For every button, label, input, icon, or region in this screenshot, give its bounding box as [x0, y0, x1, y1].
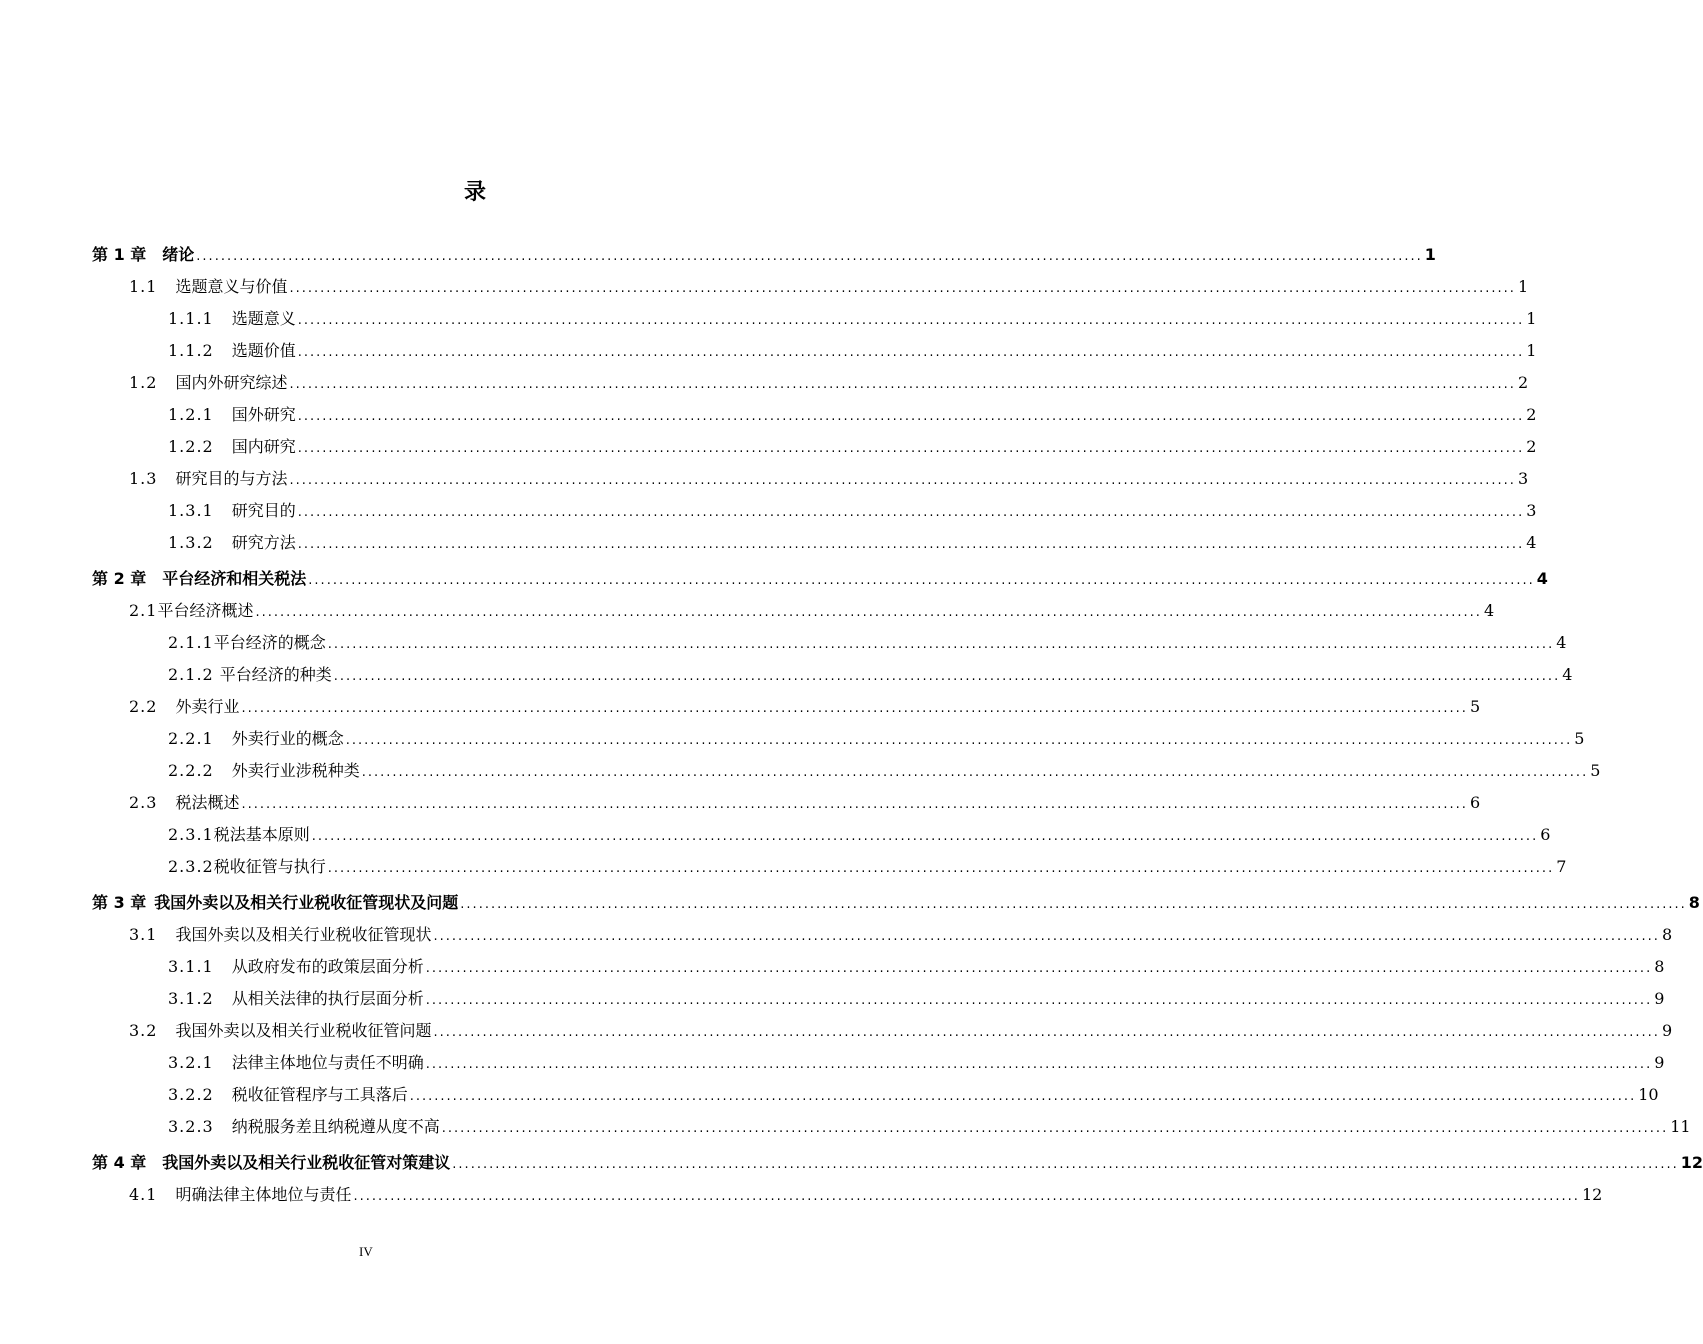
- toc-dot-leader: ........................................................................................................................................................................................................: [353, 1189, 1580, 1204]
- toc-dot-leader: ........................................................................................................................................................................................................: [441, 1121, 1669, 1136]
- toc-entry[interactable]: [129, 695, 1481, 719]
- toc-entry-label: 国内外研究综述: [175, 373, 288, 392]
- toc-entry-number: 第 1 章: [92, 245, 147, 264]
- toc-dot-leader: ........................................................................................................................................................................................................: [308, 573, 1535, 588]
- toc-entry-page-number: 6: [1540, 825, 1551, 844]
- toc-dot-leader: ........................................................................................................................................................................................................: [345, 733, 1573, 748]
- toc-entry-label: 选题价值: [231, 341, 296, 360]
- toc-entry-page-number: 5: [1574, 729, 1585, 748]
- toc-entry-number: 2.1: [129, 601, 158, 620]
- toc-entry-page-number: 9: [1654, 989, 1665, 1008]
- toc-entry-label: 国外研究: [231, 405, 296, 424]
- toc-entry[interactable]: [168, 1083, 1659, 1107]
- toc-entry-number: 2.1.1: [168, 633, 214, 652]
- toc-entry-page-number: 3: [1526, 501, 1537, 520]
- toc-entry[interactable]: [168, 631, 1567, 655]
- toc-entry[interactable]: [129, 1183, 1603, 1207]
- toc-dot-leader: ........................................................................................................................................................................................................: [409, 1089, 1637, 1104]
- toc-dot-leader: ........................................................................................................................................................................................................: [297, 313, 1525, 328]
- toc-dot-leader: ........................................................................................................................................................................................................: [289, 281, 1516, 296]
- toc-entry-page-number: 2: [1526, 437, 1537, 456]
- toc-entry[interactable]: [168, 1115, 1691, 1139]
- toc-dot-leader: ........................................................................................................................................................................................................: [361, 765, 1589, 780]
- toc-entry-label: 平台经济的种类: [219, 665, 332, 684]
- toc-entry[interactable]: [168, 855, 1567, 879]
- toc-dot-leader: ........................................................................................................................................................................................................: [311, 829, 1539, 844]
- toc-entry-label: 外卖行业: [175, 697, 240, 716]
- toc-entry-number: 3.2: [129, 1021, 158, 1040]
- toc-entry-page-number: 9: [1654, 1053, 1665, 1072]
- toc-entry-page-number: 1: [1517, 277, 1529, 296]
- toc-entry-page-number: 2: [1526, 405, 1537, 424]
- toc-entry-label: 从政府发布的政策层面分析: [231, 957, 424, 976]
- toc-entry[interactable]: [168, 435, 1537, 459]
- toc-entry[interactable]: [168, 531, 1537, 555]
- toc-entry-page-number: 8: [1654, 957, 1665, 976]
- toc-entry-label: 法律主体地位与责任不明确: [231, 1053, 424, 1072]
- toc-entry[interactable]: [92, 567, 1548, 591]
- toc-entry-page-number: 7: [1556, 857, 1567, 876]
- toc-entry-number: 第 3 章: [92, 893, 147, 912]
- toc-entry[interactable]: [168, 759, 1601, 783]
- toc-entry-number: 2.1.2: [168, 665, 214, 684]
- toc-entry-page-number: 4: [1526, 533, 1537, 552]
- toc-entry-page-number: 9: [1661, 1021, 1673, 1040]
- toc-entry-label: 明确法律主体地位与责任: [175, 1185, 352, 1204]
- toc-entry[interactable]: [168, 823, 1551, 847]
- toc-entry-page-number: 8: [1688, 893, 1700, 912]
- toc-entry-label: 税法概述: [175, 793, 240, 812]
- toc-dot-leader: ........................................................................................................................................................................................................: [289, 377, 1516, 392]
- toc-dot-leader: ........................................................................................................................................................................................................: [425, 1057, 1653, 1072]
- toc-entry-label: 绪论: [162, 245, 195, 264]
- toc-entry-label: 国内研究: [231, 437, 296, 456]
- toc-entry-page-number: 6: [1469, 793, 1481, 812]
- toc-entry-number: 2.2.2: [168, 761, 214, 780]
- toc-entry-page-number: 3: [1517, 469, 1529, 488]
- toc-entry-number: 3.2.3: [168, 1117, 214, 1136]
- toc-entry-label: 研究方法: [231, 533, 296, 552]
- toc-entry-number: 2.3.1: [168, 825, 214, 844]
- toc-entry-number: 1.2: [129, 373, 158, 392]
- toc-entry-number: 3.1.2: [168, 989, 214, 1008]
- toc-dot-leader: ........................................................................................................................................................................................................: [433, 1025, 1660, 1040]
- toc-entry-page-number: 11: [1670, 1117, 1691, 1136]
- toc-dot-leader: ........................................................................................................................................................................................................: [333, 669, 1561, 684]
- toc-dot-leader: ........................................................................................................................................................................................................: [297, 537, 1525, 552]
- toc-entry-number: 第 2 章: [92, 569, 147, 588]
- toc-entry-page-number: 12: [1581, 1185, 1603, 1204]
- toc-dot-leader: ........................................................................................................................................................................................................: [297, 505, 1525, 520]
- toc-entry-number: 3.2.1: [168, 1053, 214, 1072]
- toc-dot-leader: ........................................................................................................................................................................................................: [327, 861, 1555, 876]
- toc-entry-label: 外卖行业涉税种类: [231, 761, 360, 780]
- toc-dot-leader: ........................................................................................................................................................................................................: [297, 409, 1525, 424]
- toc-entry-page-number: 4: [1483, 601, 1495, 620]
- toc-entry-label: 研究目的与方法: [175, 469, 288, 488]
- toc-entry[interactable]: [92, 243, 1436, 267]
- toc-entry[interactable]: [168, 307, 1537, 331]
- toc-entry[interactable]: [129, 599, 1495, 623]
- page-title: 录: [463, 180, 486, 205]
- toc-entry-label: 平台经济的概念: [213, 633, 326, 652]
- toc-entry[interactable]: [168, 339, 1537, 363]
- toc-entry-number: 1.1: [129, 277, 158, 296]
- toc-entry-label: 选题意义与价值: [175, 277, 288, 296]
- toc-dot-leader: ........................................................................................................................................................................................................: [241, 701, 1468, 716]
- toc-entry[interactable]: [129, 467, 1529, 491]
- toc-entry-page-number: 4: [1536, 569, 1548, 588]
- toc-entry-label: 外卖行业的概念: [231, 729, 344, 748]
- toc-dot-leader: ........................................................................................................................................................................................................: [196, 249, 1423, 264]
- toc-entry-number: 1.1.1: [168, 309, 214, 328]
- toc-entry[interactable]: [168, 1051, 1665, 1075]
- toc-entry[interactable]: [168, 987, 1665, 1011]
- toc-entry[interactable]: [168, 499, 1537, 523]
- toc-dot-leader: ........................................................................................................................................................................................................: [425, 961, 1653, 976]
- toc-dot-leader: ........................................................................................................................................................................................................: [255, 605, 1482, 620]
- toc-entry-page-number: 10: [1638, 1085, 1659, 1104]
- toc-entry-number: 3.1.1: [168, 957, 214, 976]
- toc-entry-number: 2.2.1: [168, 729, 214, 748]
- toc-dot-leader: ........................................................................................................................................................................................................: [452, 1157, 1679, 1172]
- toc-entry-page-number: 5: [1469, 697, 1481, 716]
- toc-entry[interactable]: [168, 403, 1537, 427]
- toc-entry-label: 平台经济和相关税法: [162, 569, 307, 588]
- toc-dot-leader: ........................................................................................................................................................................................................: [433, 929, 1660, 944]
- toc-entry[interactable]: [129, 791, 1481, 815]
- toc-entry-number: 4.1: [129, 1185, 158, 1204]
- toc-entry-label: 纳税服务差且纳税遵从度不高: [231, 1117, 440, 1136]
- toc-entry-label: 我国外卖以及相关行业税收征管现状及问题: [154, 893, 459, 912]
- toc-entry-number: 2.3: [129, 793, 158, 812]
- toc-entry[interactable]: [129, 371, 1529, 395]
- toc-entry-number: 1.2.2: [168, 437, 214, 456]
- toc-entry-number: 1.1.2: [168, 341, 214, 360]
- toc-entry-label: 税法基本原则: [213, 825, 310, 844]
- toc-entry-number: 3.1: [129, 925, 158, 944]
- toc-entry-label: 税收征管程序与工具落后: [231, 1085, 408, 1104]
- toc-entry-page-number: 4: [1556, 633, 1567, 652]
- toc-entry[interactable]: [129, 275, 1529, 299]
- toc-entry[interactable]: [168, 727, 1585, 751]
- toc-entry-page-number: 1: [1526, 341, 1537, 360]
- toc-entry[interactable]: [92, 1151, 1703, 1175]
- toc-entry-label: 我国外卖以及相关行业税收征管问题: [175, 1021, 432, 1040]
- toc-entry[interactable]: [92, 891, 1700, 915]
- toc-entry-number: 1.3: [129, 469, 158, 488]
- toc-entry-label: 我国外卖以及相关行业税收征管对策建议: [162, 1153, 451, 1172]
- toc-dot-leader: ........................................................................................................................................................................................................: [241, 797, 1468, 812]
- toc-entry-number: 2.2: [129, 697, 158, 716]
- toc-dot-leader: ........................................................................................................................................................................................................: [425, 993, 1653, 1008]
- toc-entry[interactable]: [129, 1019, 1673, 1043]
- toc-entry-page-number: 12: [1680, 1153, 1703, 1172]
- toc-entry-number: 1.2.1: [168, 405, 214, 424]
- toc-dot-leader: ........................................................................................................................................................................................................: [327, 637, 1555, 652]
- toc-entry[interactable]: [168, 955, 1665, 979]
- toc-entry-label: 税收征管与执行: [213, 857, 326, 876]
- toc-entry-label: 平台经济概述: [157, 601, 254, 620]
- toc-entry-page-number: 5: [1590, 761, 1601, 780]
- toc-entry-page-number: 2: [1517, 373, 1529, 392]
- toc-entry-label: 从相关法律的执行层面分析: [231, 989, 424, 1008]
- toc-dot-leader: ........................................................................................................................................................................................................: [297, 441, 1525, 456]
- toc-entry-page-number: 4: [1562, 665, 1573, 684]
- toc-entry-page-number: 1: [1424, 245, 1436, 264]
- toc-entry-page-number: 1: [1526, 309, 1537, 328]
- toc-entry-label: 我国外卖以及相关行业税收征管现状: [175, 925, 432, 944]
- toc-entry-number: 2.3.2: [168, 857, 214, 876]
- toc-entry-number: 3.2.2: [168, 1085, 214, 1104]
- toc-entry-number: 1.3.2: [168, 533, 214, 552]
- toc-entry[interactable]: [168, 663, 1573, 687]
- toc-entry-label: 研究目的: [231, 501, 296, 520]
- page-number: IV: [359, 1244, 373, 1259]
- toc-entry-number: 第 4 章: [92, 1153, 147, 1172]
- toc-dot-leader: ........................................................................................................................................................................................................: [289, 473, 1516, 488]
- toc-dot-leader: ........................................................................................................................................................................................................: [460, 897, 1687, 912]
- toc-entry-page-number: 8: [1661, 925, 1673, 944]
- toc-entry-number: 1.3.1: [168, 501, 214, 520]
- toc-entry[interactable]: [129, 923, 1673, 947]
- toc-entry-label: 选题意义: [231, 309, 296, 328]
- toc-dot-leader: ........................................................................................................................................................................................................: [297, 345, 1525, 360]
